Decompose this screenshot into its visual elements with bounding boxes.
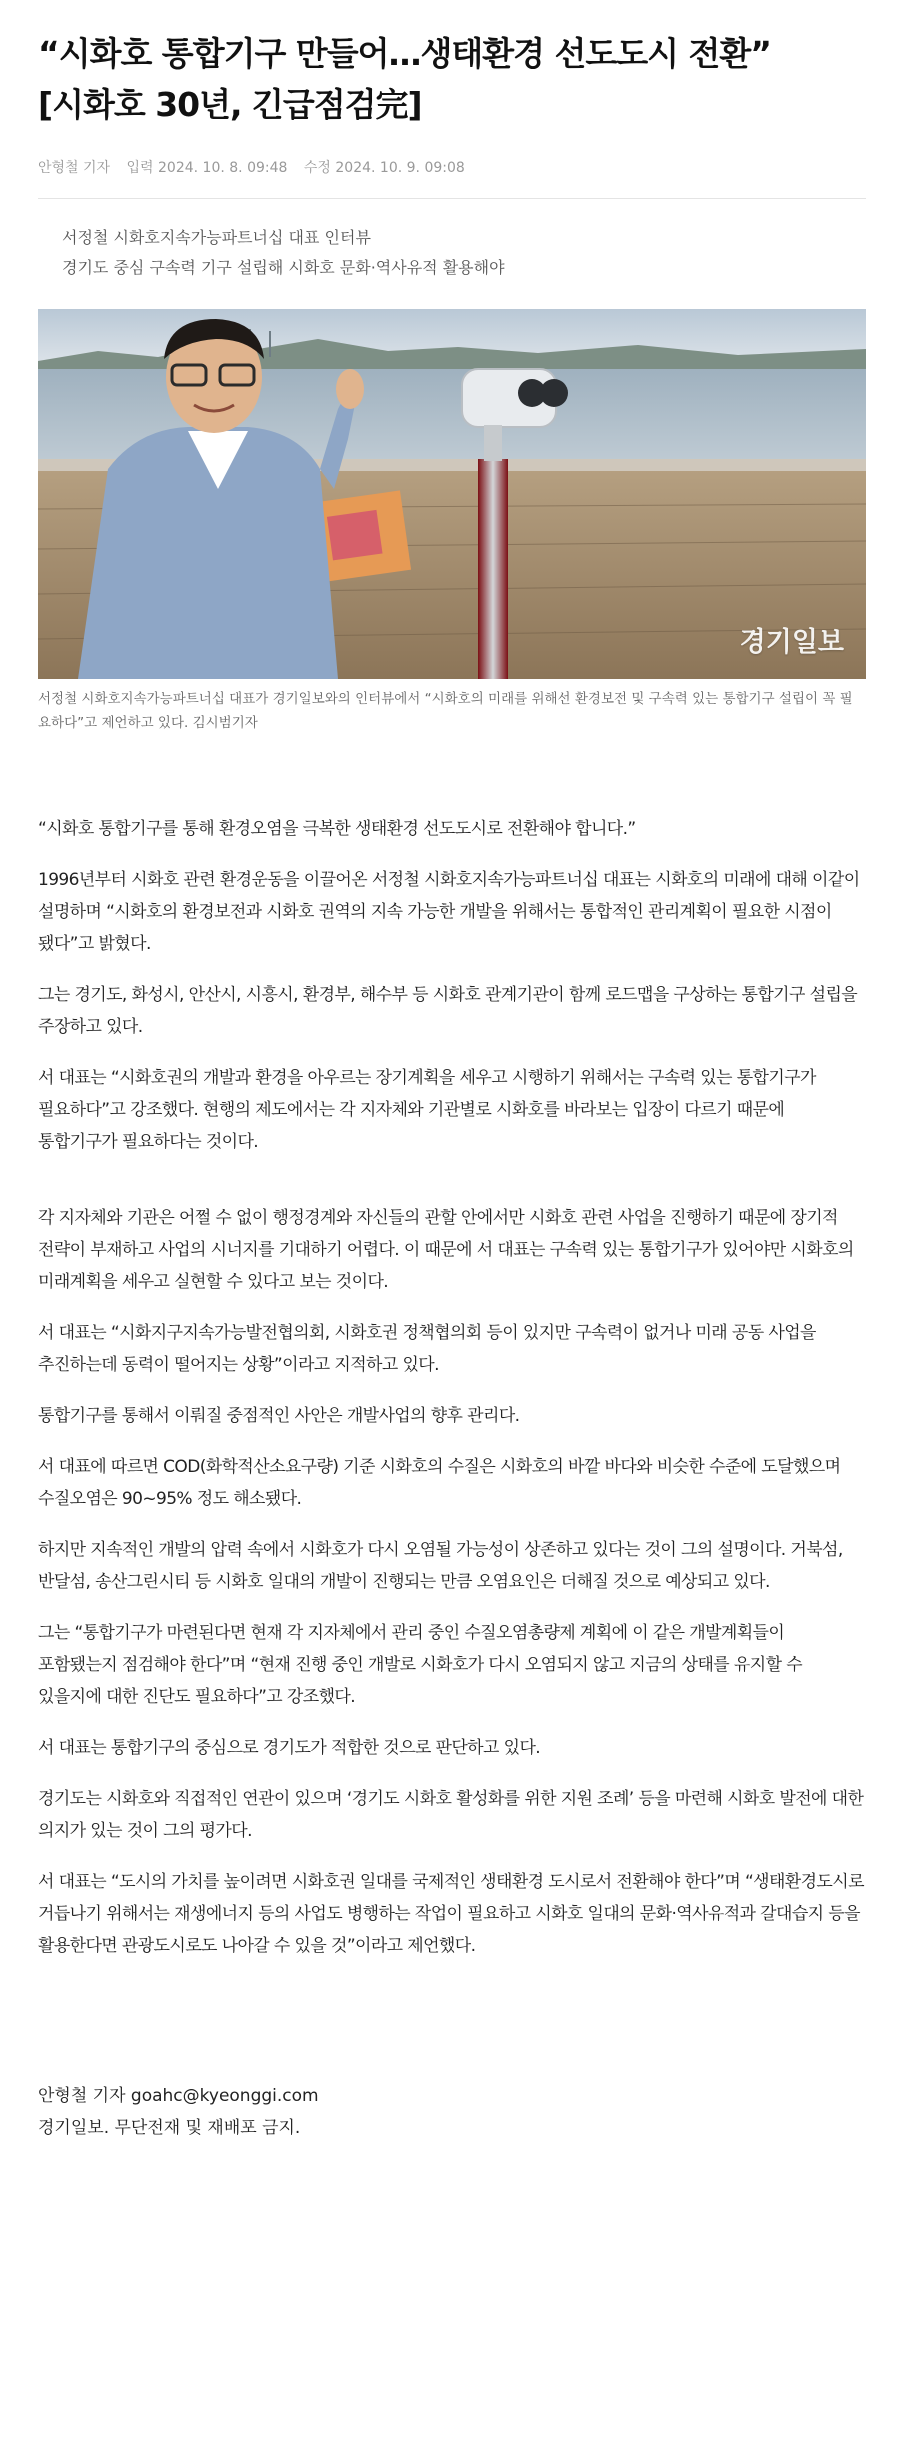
header-divider [38, 198, 866, 199]
paragraph: 1996년부터 시화호 관련 환경운동을 이끌어온 서정철 시화호지속가능파트너십 대표는 시화호의 미래에 대해 이같이 설명하며 “시화호의 환경보전과 시화호 권역의 지속 가능한 개발을 위해서는 통합적인 관리계획이 필요한 시점이 됐다”고 밝혔다. [38, 870, 860, 954]
article-photo[interactable] [38, 309, 866, 679]
paragraph: 서 대표는 “도시의 가치를 높이려면 시화호권 일대를 국제적인 생태환경 도시로서 전환해야 한다”며 “생태환경도시로 거듭나기 위해서는 재생에너지 등의 사업도 병행하는 작업이 필요하고 시화호 일대의 문화·역사유적과 갈대습지 등을 활용한다면 관광도시로도 나아갈 수 있을 것”이라고 제언했다. [38, 1872, 864, 1956]
paragraph: “시화호 통합기구를 통해 환경오염을 극복한 생태환경 선도도시로 전환해야 합니다.” [38, 819, 636, 839]
headline-line-2: [시화호 30년, 긴급점검完] [38, 85, 422, 124]
paragraph: 서 대표는 “시화지구지속가능발전협의회, 시화호권 정책협의회 등이 있지만 구속력이 없거나 미래 공동 사업을 추진하는데 동력이 떨어지는 상황”이라고 지적하고 있다. [38, 1323, 816, 1375]
headline [38, 0, 866, 130]
copyright-notice: 경기일보. 무단전재 및 재배포 금지. [38, 2118, 301, 2138]
subhead-line: 서정철 시화호지속가능파트너십 대표 인터뷰 [62, 228, 371, 247]
author-link[interactable]: 안형철 기자 [38, 160, 111, 176]
subhead-line: 경기도 중심 구속력 기구 설립해 시화호 문화·역사유적 활용해야 [62, 258, 505, 277]
byline [38, 2080, 866, 2144]
paragraph: 통합기구를 통해서 이뤄질 중점적인 사안은 개발사업의 향후 관리다. [38, 1406, 520, 1426]
subheadline [38, 223, 866, 283]
photo-caption: 서정철 시화호지속가능파트너십 대표가 경기일보와의 인터뷰에서 “시화호의 미래를 위해선 환경보전 및 구속력 있는 통합기구 설립이 꼭 필요하다”고 제언하고 있다. 김시범기자 [38, 691, 853, 731]
article-body [38, 813, 866, 1962]
publisher-watermark: 경기일보 [739, 627, 844, 658]
paragraph: 경기도는 시화호와 직접적인 연관이 있으며 ‘경기도 시화호 활성화를 위한 지원 조례’ 등을 마련해 시화호 발전에 대한 의지가 있는 것이 그의 평가다. [38, 1789, 864, 1841]
paragraph: 그는 경기도, 화성시, 안산시, 시흥시, 환경부, 해수부 등 시화호 관계기관이 함께 로드맵을 구상하는 통합기구 설립을 주장하고 있다. [38, 985, 858, 1037]
paragraph: 하지만 지속적인 개발의 압력 속에서 시화호가 다시 오염될 가능성이 상존하고 있다는 것이 그의 설명이다. 거북섬, 반달섬, 송산그린시티 등 시화호 일대의 개발이 진행되는 만큼 오염요인은 더해질 것으로 예상되고 있다. [38, 1540, 843, 1592]
paragraph: 각 지자체와 기관은 어쩔 수 없이 행정경계와 자신들의 관할 안에서만 시화호 관련 사업을 진행하기 때문에 장기적 전략이 부재하고 사업의 시너지를 기대하기 어렵다. 이 때문에 서 대표는 구속력 있는 통합기구가 있어야만 시화호의 미래계획을 세우고 실현할 수 있다고 보는 것이다. [38, 1208, 854, 1292]
headline-line-1: “시화호 통합기구 만들어…생태환경 선도도시 전환” [38, 34, 771, 73]
paragraph: 서 대표에 따르면 COD(화학적산소요구량) 기준 시화호의 수질은 시화호의 바깥 바다와 비슷한 수준에 도달했으며 수질오염은 90~95% 정도 해소됐다. [38, 1457, 841, 1509]
paragraph: 그는 “통합기구가 마련된다면 현재 각 지자체에서 관리 중인 수질오염총량제 계획에 이 같은 개발계획들이 포함됐는지 점검해야 한다”며 “현재 진행 중인 개발로 시화호가 다시 오염되지 않고 지금의 상태를 유지할 수 있을지에 대한 진단도 필요하다”고 강조했다. [38, 1623, 803, 1707]
paragraph: 서 대표는 통합기구의 중심으로 경기도가 적합한 것으로 판단하고 있다. [38, 1738, 541, 1758]
modified-timestamp: 수정 2024. 10. 9. 09:08 [303, 160, 465, 176]
article [38, 0, 866, 2144]
paragraph: 서 대표는 “시화호권의 개발과 환경을 아우르는 장기계획을 세우고 시행하기 위해서는 구속력 있는 통합기구가 필요하다”고 강조했다. 현행의 제도에서는 각 지자체와 기관별로 시화호를 바라보는 입장이 다르기 때문에 통합기구가 필요하다는 것이다. [38, 1068, 816, 1152]
input-timestamp: 입력 2024. 10. 8. 09:48 [126, 160, 288, 176]
article-meta [38, 158, 866, 178]
reporter-contact[interactable]: 안형철 기자 goahc@kyeonggi.com [38, 2086, 319, 2106]
